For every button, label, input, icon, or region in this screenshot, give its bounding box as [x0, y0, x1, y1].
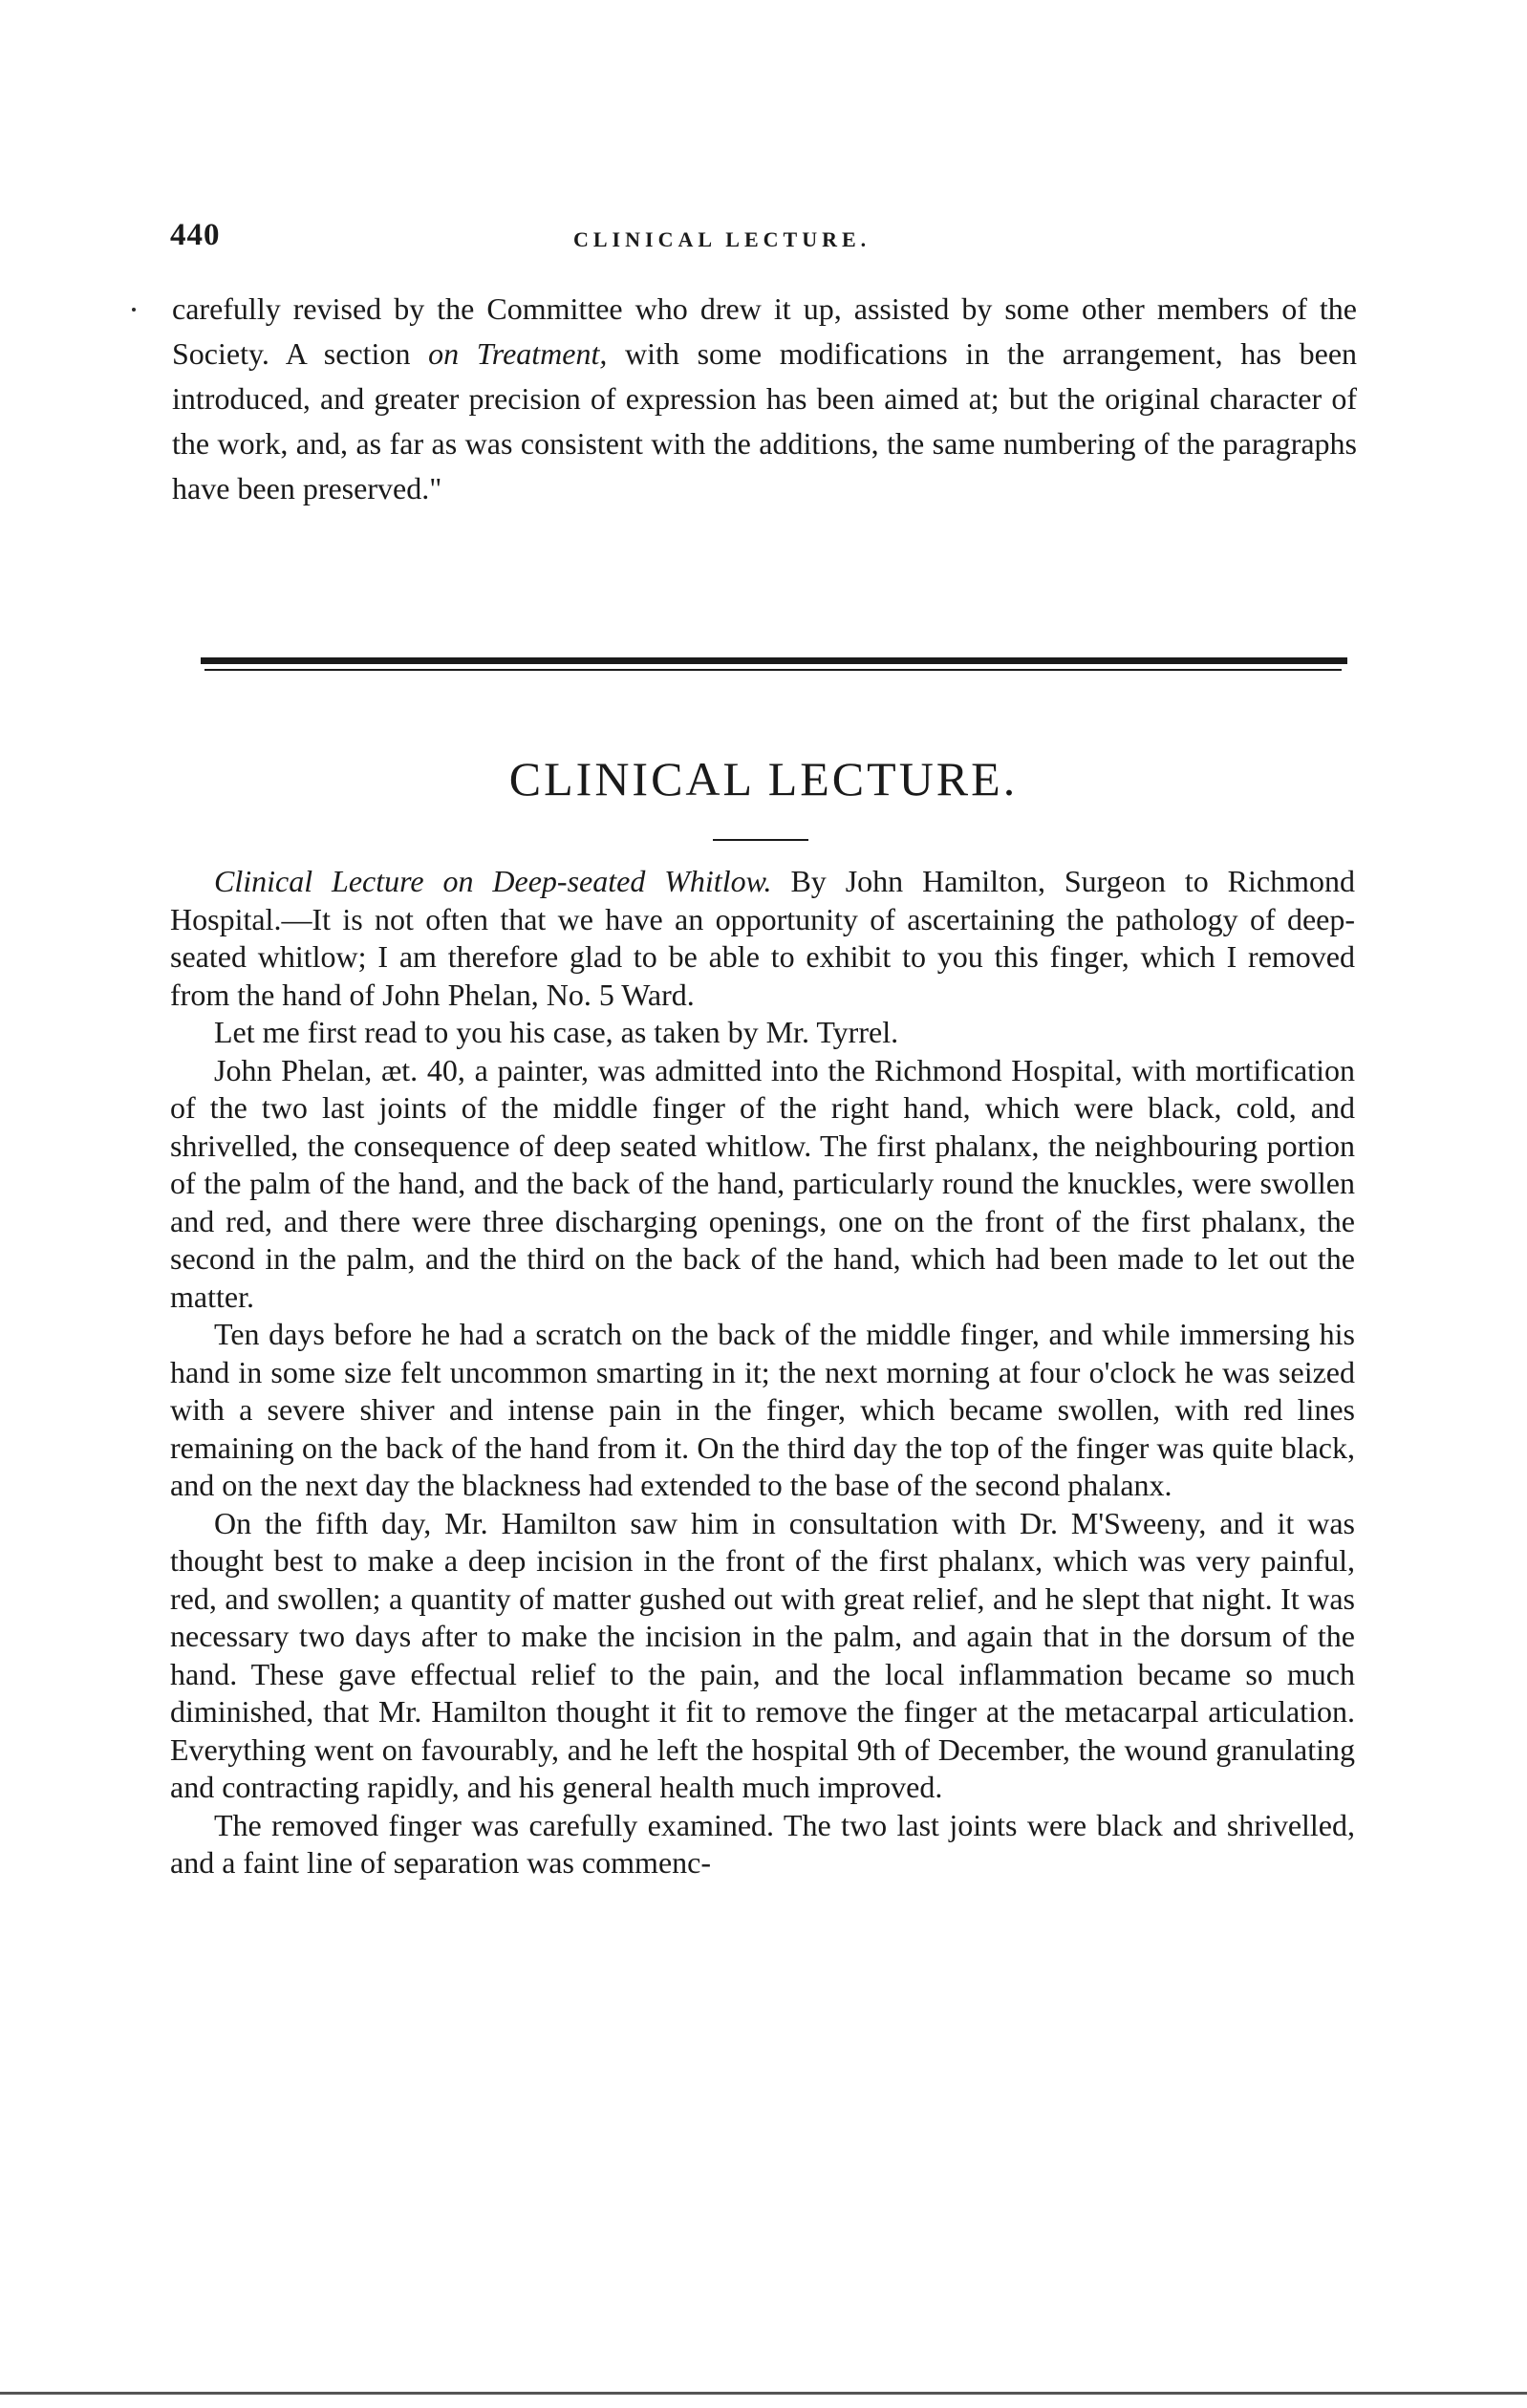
opening-paragraph [172, 287, 1357, 511]
opening-text-italic: on Treatment, [428, 336, 608, 371]
opening-text-part2: with some modifications in the arrangement, has been introduced, and greater precision of expression has been aimed at; but the original character of the work, and, as far as was consistent with the additions, the same numbering of the paragraphs have been preserved." [172, 336, 1358, 505]
opening-text-part1: carefully revised by the Committee who drew it up, assisted by some other members of the Society. A section [172, 291, 1357, 371]
running-head: CLINICAL LECTURE. [573, 227, 871, 251]
page-bottom-edge [0, 2392, 1527, 2395]
section-divider-thick [201, 657, 1347, 664]
article-body [170, 863, 1355, 1882]
section-divider-thin [204, 669, 1342, 671]
lecture-title: CLINICAL LECTURE. [508, 752, 1019, 806]
intro-text: By John Hamilton, Surgeon to Richmond Hospital.—It is not often that we have an opportunity of ascertaining the pathology of deep-seated whitlow; I am therefore glad to be able to exhibit to you this finger, which I removed from the hand of John Phelan, No. 5 Ward. [170, 864, 1355, 1012]
title-underline [713, 839, 808, 841]
page-number: 440 [170, 218, 221, 252]
lecture-subtitle: Clinical Lecture on Deep-seated Whitlow. [214, 864, 772, 898]
body-paragraph: Let me first read to you his case, as taken by Mr. Tyrrel. [214, 1015, 899, 1049]
margin-speck [132, 308, 136, 312]
body-paragraph: Ten days before he had a scratch on the back of the middle finger, and while immersing his hand in some size felt uncommon smarting in it; the next morning at four o'clock he was seized with a severe shiver and intense pain in the finger, which became swollen, with red lines remaining on the back of the hand from it. On the third day the top of the finger was quite black, and on the next day the blackness had extended to the base of the second phalanx. [170, 1317, 1355, 1502]
body-paragraph: The removed finger was carefully examined. The two last joints were black and shrivelled, and a faint line of separation was commenc- [170, 1807, 1355, 1880]
body-paragraph: On the fifth day, Mr. Hamilton saw him in consultation with Dr. M'Sweeny, and it was thought best to make a deep incision in the front of the first phalanx, which was very painful, red, and swollen; a quantity of matter gushed out with great relief, and he slept that night. It was necessary two days after to make the incision in the palm, and again that in the dorsum of the hand. These gave effectual relief to the pain, and the local inflammation became so much diminished, that Mr. Hamilton thought it fit to remove the finger at the metacarpal articulation. Everything went on favourably, and he left the hospital 9th of December, the wound granulating and contracting rapidly, and his general health much improved. [170, 1505, 1355, 1804]
body-paragraph: John Phelan, æt. 40, a painter, was admitted into the Richmond Hospital, with mortification of the two last joints of the middle finger of the right hand, which were black, cold, and shrivelled, the consequence of deep seated whitlow. The first phalanx, the neighbouring portion of the palm of the hand, and the back of the hand, particularly round the knuckles, were swollen and red, and there were three discharging openings, one on the front of the first phalanx, the second in the palm, and the third on the back of the hand, which had been made to let out the matter. [170, 1052, 1355, 1314]
intro-paragraph [170, 863, 1355, 1014]
